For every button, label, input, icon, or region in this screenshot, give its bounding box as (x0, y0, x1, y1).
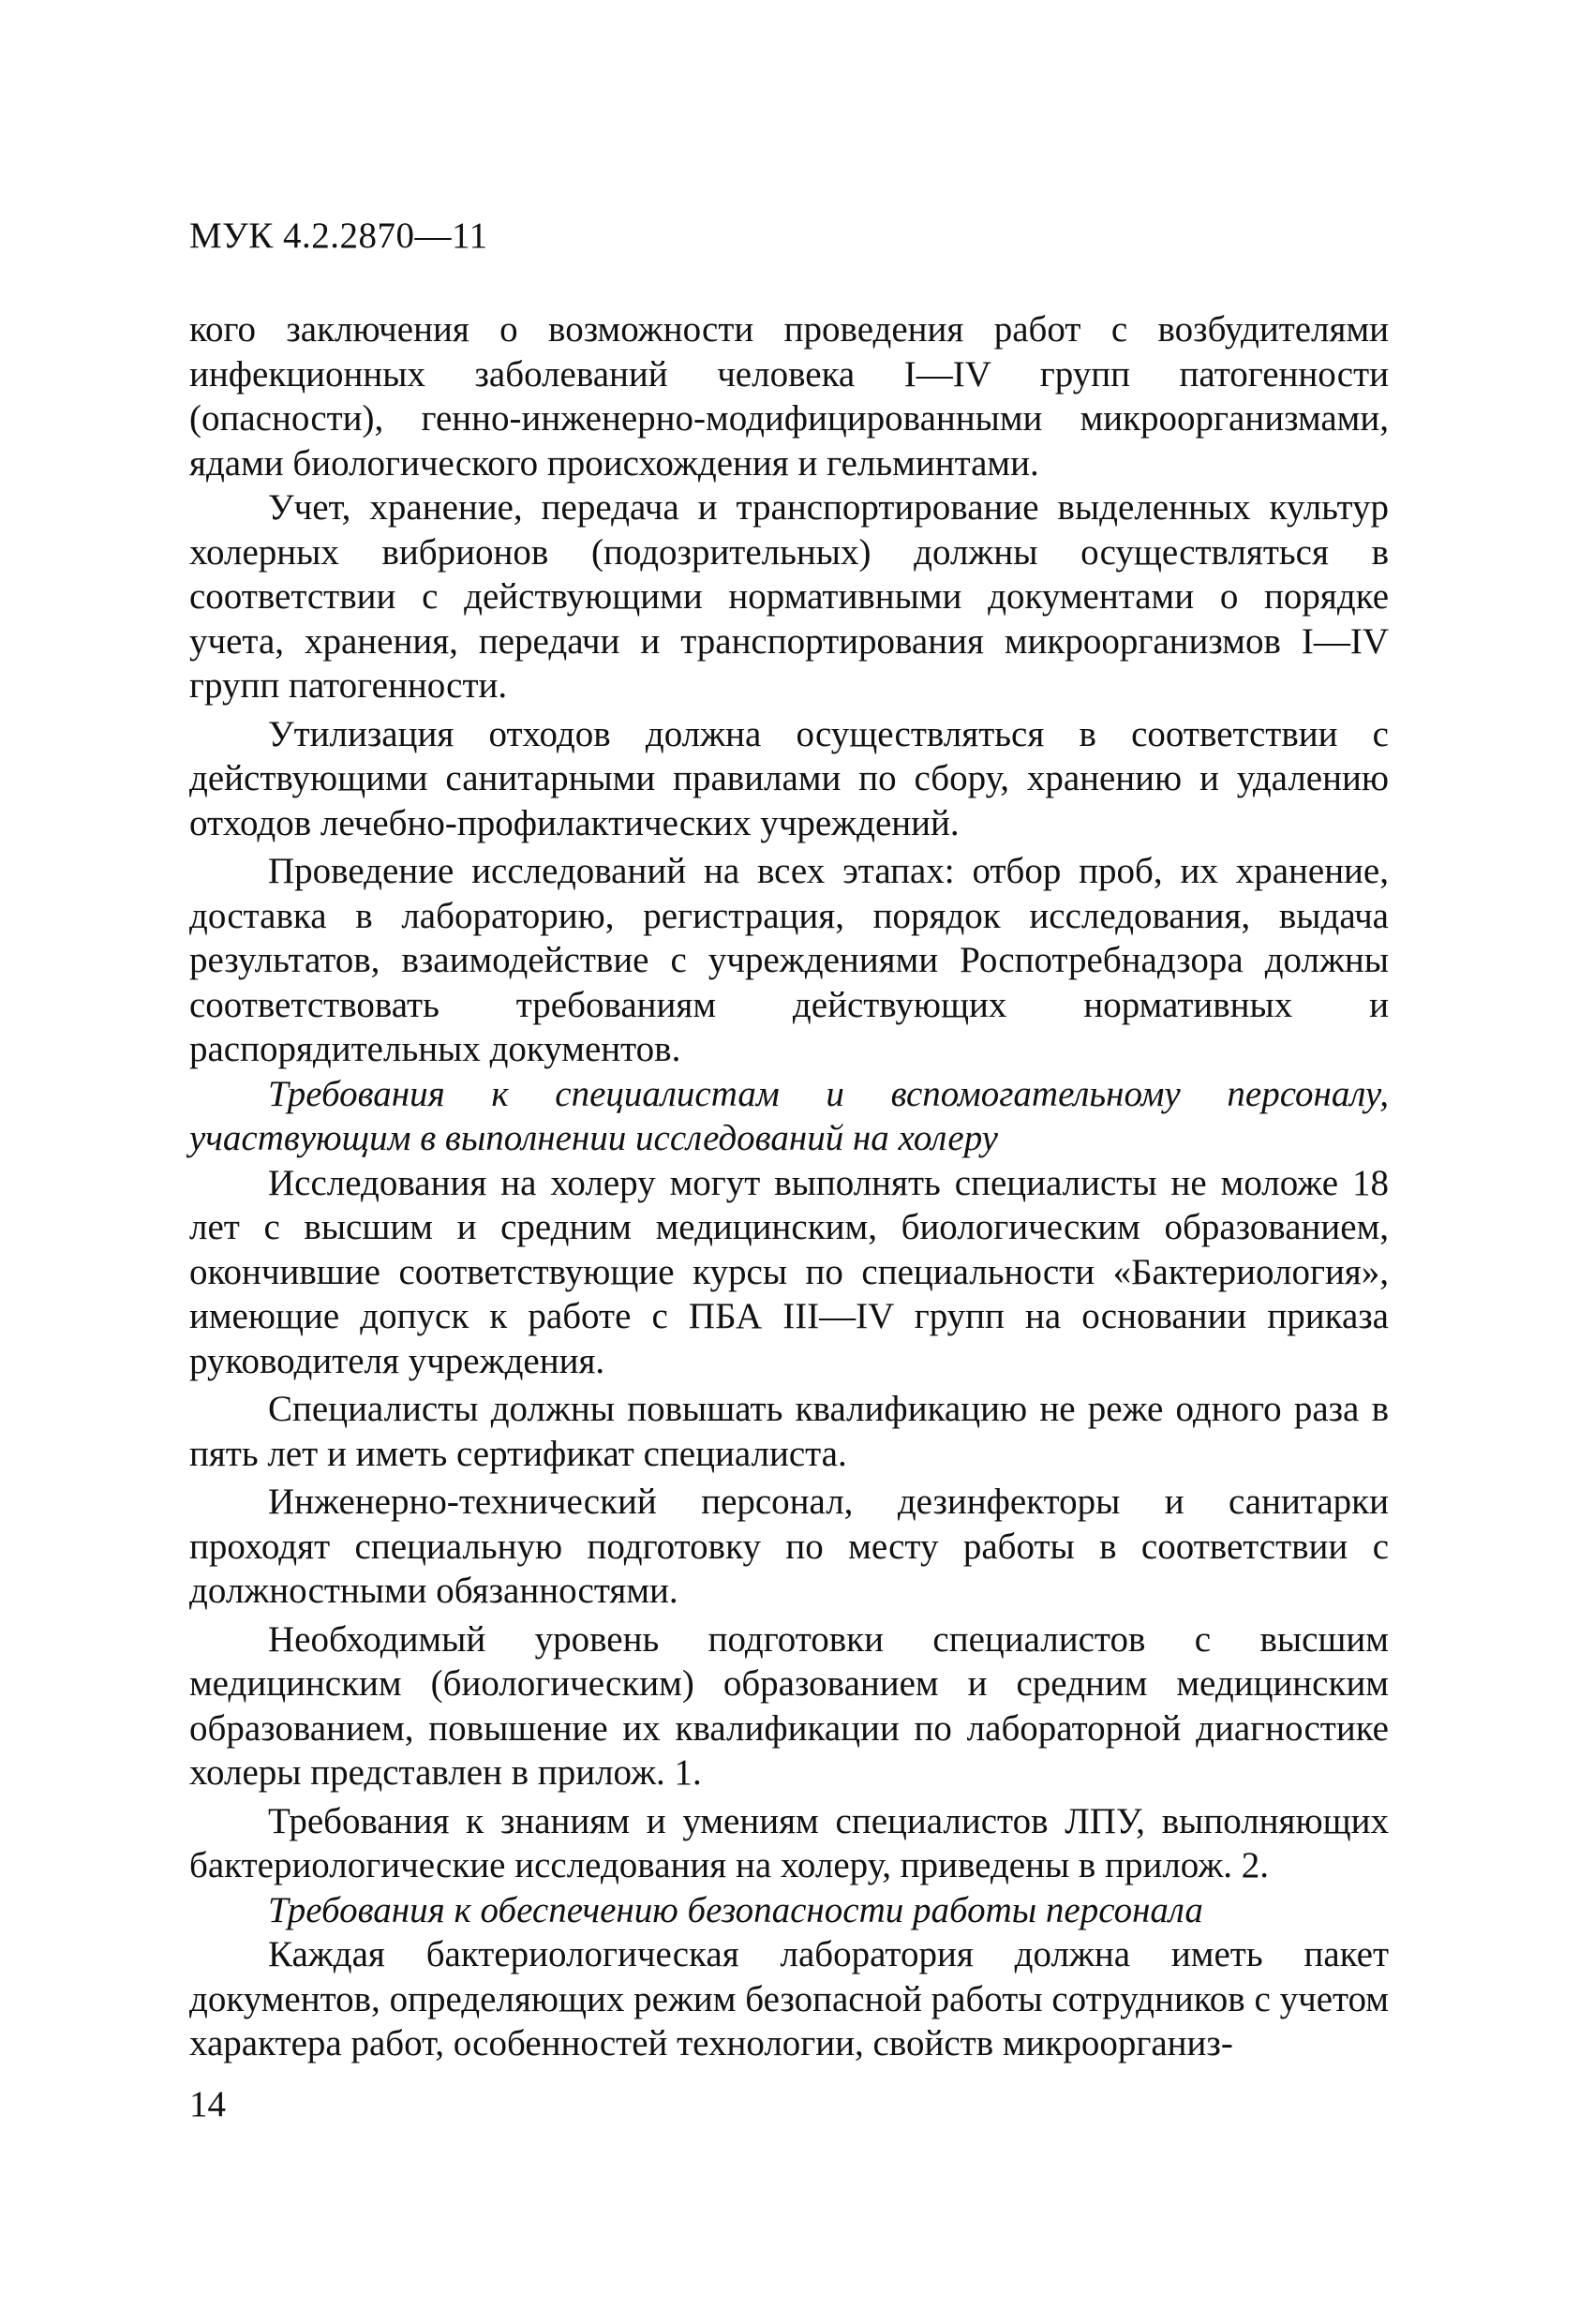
paragraph-culture-handling: Учет, хранение, передача и транспортирование выделенных культур холерных вибрионов (подозрительных) должны осуществляться в соответствии с действующими нормативными документами о порядке учета, хранения, передачи и транспортирования микроорганизмов I—IV групп патогенности. (189, 487, 1389, 706)
paragraph-technical-staff: Инженерно-технический персонал, дезинфекторы и санитарки проходят специальную подготовку по месту работы в соответствии с должностными обязанностями. (189, 1482, 1389, 1611)
page-header: МУК 4.2.2870—11 (189, 216, 488, 256)
paragraph-continuation: кого заключения о возможности проведения работ с возбудителями инфекционных заболеваний человека I—IV групп патогенности (опасности), генно-инженерно-модифицированными микроорганизмами, ядами биологического происхождения и гельминтами. (189, 309, 1389, 484)
paragraph-lab-documents: Каждая бактериологическая лаборатория должна иметь пакет документов, определяющих режим безопасной работы сотрудников с учетом характера работ, особенностей технологии, свойств микроорганиз- (189, 1934, 1389, 2063)
paragraph-knowledge-requirements: Требования к знаниям и умениям специалистов ЛПУ, выполняющих бактериологические исследования на холеру, приведены в прилож. 2. (189, 1800, 1389, 1885)
section-heading-safety-requirements: Требования к обеспечению безопасности работы персонала (268, 1889, 1203, 1930)
section-heading-staff-requirements: Требования к специалистам и вспомогательному персоналу, участвующим в выполнении исследований на холеру (189, 1073, 1389, 1158)
paragraph-research-stages: Проведение исследований на всех этапах: отбор проб, их хранение, доставка в лабораторию, регистрация, порядок исследования, выдача результатов, взаимодействие с учреждениями Роспотребнадзора должны соответствовать требованиям действующих нормативных и распорядительных документов. (189, 851, 1389, 1069)
paragraph-specialists-eligibility: Исследования на холеру могут выполнять специалисты не моложе 18 лет с высшим и средним медицинским, биологическим образованием, окончившие соответствующие курсы по специальности «Бактериология», имеющие допуск к работе с ПБА III—IV групп на основании приказа руководителя учреждения. (189, 1162, 1389, 1381)
page-number: 14 (189, 2084, 226, 2124)
text-body (189, 307, 1389, 2066)
paragraph-waste-disposal: Утилизация отходов должна осуществляться в соответствии с действующими санитарными правилами по сбору, хранению и удалению отходов лечебно-профилактических учреждений. (189, 713, 1389, 843)
paragraph-qualification-upgrade: Специалисты должны повышать квалификацию не реже одного раза в пять лет и иметь сертификат специалиста. (189, 1389, 1389, 1474)
paragraph-training-level: Необходимый уровень подготовки специалистов с высшим медицинским (биологическим) образованием и средним медицинским образованием, повышение их квалификации по лабораторной диагностике холеры представлен в прилож. 1. (189, 1618, 1389, 1793)
